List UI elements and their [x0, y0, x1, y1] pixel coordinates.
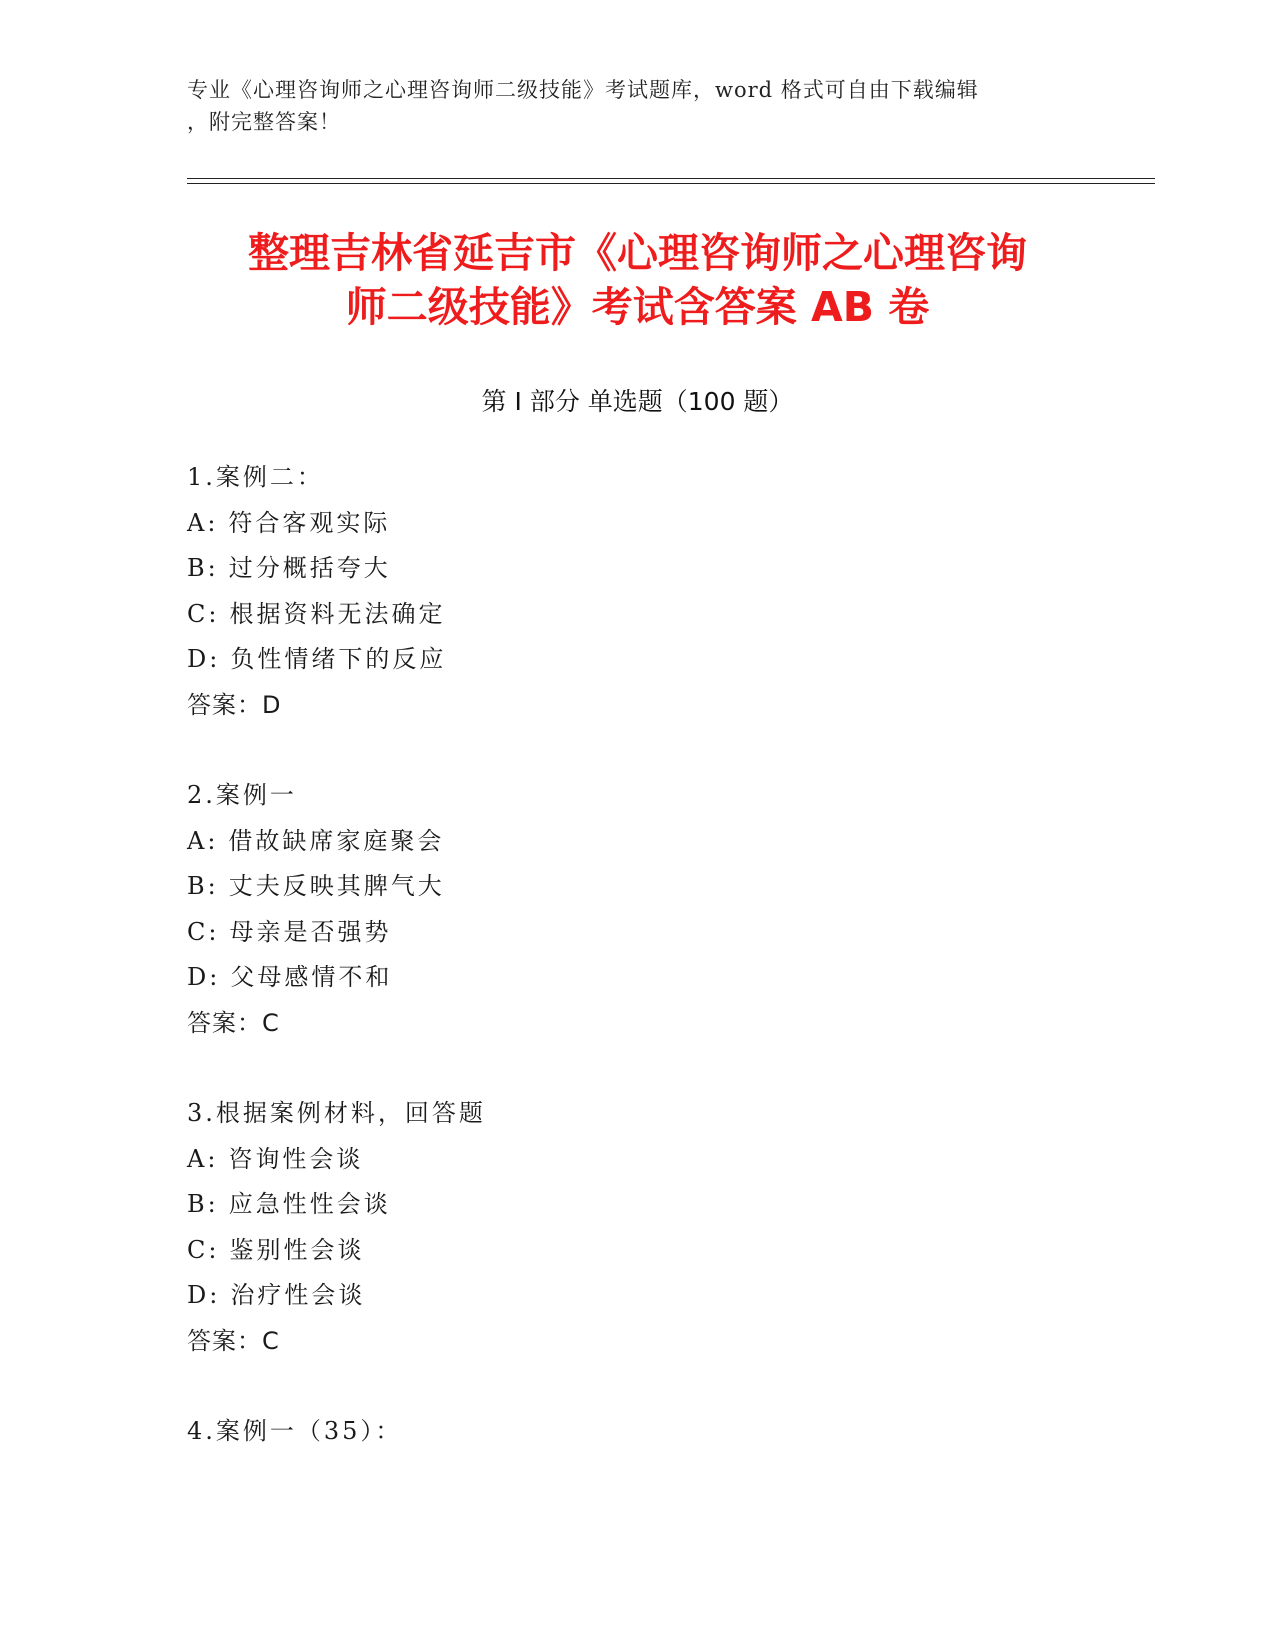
question-2: [187, 773, 1087, 1046]
option-letter: A:: [187, 1144, 219, 1173]
option-text: 咨询性会谈: [228, 1144, 364, 1173]
option-letter: C:: [187, 917, 220, 946]
question-stem: 4.案例一（35）：: [187, 1417, 403, 1445]
option-letter: B:: [187, 554, 219, 582]
option-text: 借故缺席家庭聚会: [228, 826, 445, 855]
option-a: [187, 819, 1087, 865]
question-stem: 1.案例二：: [187, 463, 324, 491]
option-d: [187, 1273, 1087, 1319]
option-b: [187, 864, 1087, 910]
answer-key: 答案：C: [187, 1326, 280, 1355]
header-note: [187, 74, 1067, 138]
option-c: [187, 1228, 1087, 1274]
option-text: 丈夫反映其脾气大: [228, 872, 445, 900]
question-1: [187, 455, 1087, 728]
header-divider-bottom: [187, 183, 1155, 184]
question-4: [187, 1409, 1087, 1455]
option-letter: B:: [187, 1190, 219, 1218]
question-stem: 3.根据案例材料，回答题: [187, 1099, 486, 1127]
option-b: [187, 1182, 1087, 1228]
option-b: [187, 546, 1087, 592]
option-a: [187, 501, 1087, 547]
document-title: [160, 226, 1115, 334]
option-d: [187, 955, 1087, 1001]
document-title-line-1: 整理吉林省延吉市《心理咨询师之心理咨询: [248, 229, 1027, 277]
option-text: 根据资料无法确定: [229, 599, 446, 628]
header-note-line-2: ，附完整答案！: [187, 110, 341, 134]
option-letter: D:: [187, 645, 221, 673]
option-a: [187, 1137, 1087, 1183]
document-title-line-2: 师二级技能》考试含答案 AB 卷: [345, 283, 930, 331]
header-divider-top: [187, 178, 1155, 179]
option-letter: A:: [187, 508, 219, 537]
question-stem: 2.案例一: [187, 781, 297, 809]
option-text: 应急性性会谈: [228, 1190, 391, 1218]
option-text: 符合客观实际: [228, 508, 391, 537]
option-text: 过分概括夸大: [228, 554, 391, 582]
question-3: [187, 1091, 1087, 1364]
option-letter: D:: [187, 963, 221, 991]
option-text: 治疗性会谈: [230, 1281, 366, 1309]
option-text: 母亲是否强势: [229, 917, 392, 946]
option-letter: C:: [187, 1235, 220, 1264]
section-heading: 第 I 部分 单选题（100 题）: [481, 387, 794, 416]
option-text: 负性情绪下的反应: [230, 645, 447, 673]
option-c: [187, 592, 1087, 638]
answer-key: 答案：C: [187, 1008, 280, 1037]
option-letter: C:: [187, 599, 220, 628]
option-letter: D:: [187, 1281, 221, 1309]
option-text: 鉴别性会谈: [229, 1235, 365, 1264]
option-d: [187, 637, 1087, 683]
answer-key: 答案：D: [187, 690, 282, 719]
header-note-line-1: 专业《心理咨询师之心理咨询师二级技能》考试题库，word 格式可自由下载编辑: [187, 78, 979, 102]
option-text: 父母感情不和: [230, 963, 393, 991]
option-c: [187, 910, 1087, 956]
option-letter: A:: [187, 826, 219, 855]
option-letter: B:: [187, 872, 219, 900]
